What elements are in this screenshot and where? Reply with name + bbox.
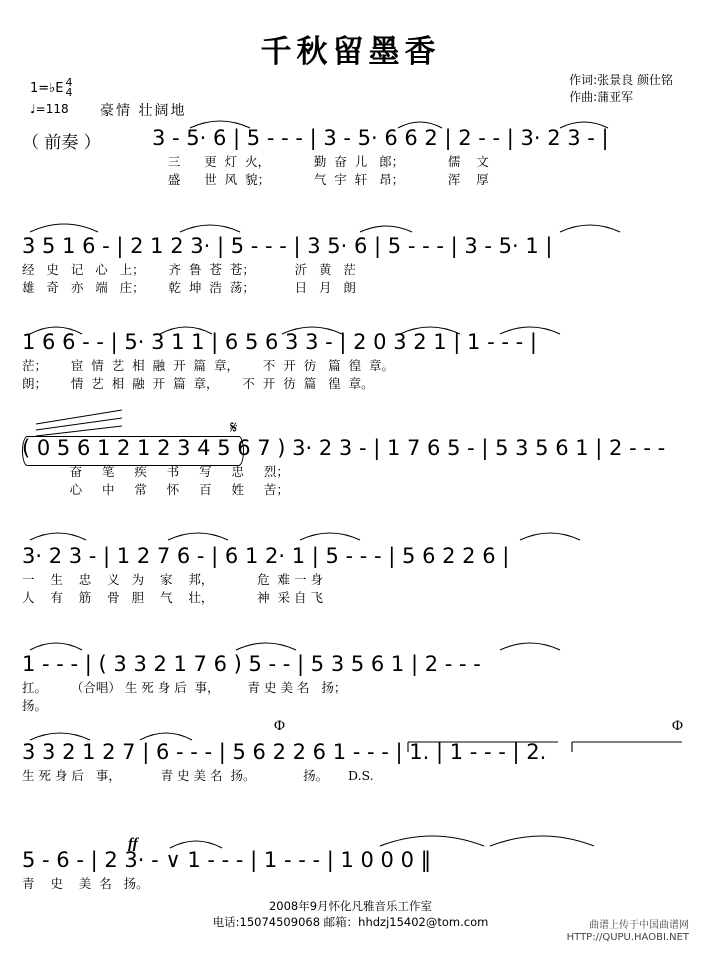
coda-icon: Φ [274, 718, 285, 734]
system-1-lyric-verse1: 三 更 灯 火， 勤 奋 儿 郎； 儒 文 [152, 154, 489, 169]
system-6-notes: 1 - - - | ( 3 3 2 1 7 6 ) 5 - - | 5 3 5 6 1 | 2 - - - [22, 652, 481, 676]
system-2-lyric-verse1: 经 史 记 心 上； 齐 鲁 苍 苍； 沂 黄 茫 [22, 262, 356, 277]
dynamic-ff: ff [128, 836, 138, 852]
coda-icon-end: Φ [672, 718, 683, 734]
lyricist-line: 作词:张景良 颜仕铭 [569, 73, 673, 87]
system-1-lyric-verse2: 盛 世 风 貌； 气 宇 轩 昂； 浑 厚 [152, 172, 489, 187]
key-signature [30, 78, 73, 98]
system-6-lyric-verse2: 扬。 [22, 698, 48, 713]
key-note: ♭E [49, 81, 64, 96]
system-4-lyric-verse2: 心 中 常 怀 百 姓 苦； [22, 482, 289, 497]
system-5-lyric-verse2: 人 有 筋 骨 胆 气 壮， 神 采 自 飞 [22, 590, 323, 605]
footer-line-2: 电话:15074509068 邮箱：hhdzj15402@tom.com [212, 915, 489, 929]
credits [569, 72, 673, 106]
tempo-marking: ♩=118 [30, 102, 69, 116]
composer-line: 作曲:蒲亚军 [569, 90, 634, 104]
intro-phrase-box [22, 436, 244, 466]
site-line-2: HTTP://QUPU.HAOBI.NET [566, 932, 689, 943]
segno-icon: 𝄋 [230, 418, 238, 437]
system-4-notes: ( 0 5 6 1 2 1 2 3 4 5 6 7 ) 3· 2 3 - | 1 7 6 5 - | 5 3 5 6 1 | 2 - - - [22, 436, 666, 460]
footer-line-1: 2008年9月怀化凡雅音乐工作室 [268, 899, 433, 913]
system-2-lyric-verse2: 雄 奇 亦 端 庄； 乾 坤 浩 荡； 日 月 朗 [22, 280, 356, 295]
key-label: 1= [30, 81, 50, 96]
system-8-notes: 5 - 6 - | 2 3· - ∨ 1 - - - | 1 - - - | 1 0 0 0 ‖ [22, 848, 432, 872]
page-title: 千秋留墨香 [260, 34, 441, 70]
system-5-lyric-verse1: 一 生 忠 义 为 家 邦， 危 难 一 身 [22, 572, 323, 587]
system-3-lyric-verse1: 茫； 宦 情 艺 相 融 开 篇 章， 不 开 彷 篇 徨 章。 [22, 358, 395, 373]
system-3-lyric-verse2: 朗； 情 艺 相 融 开 篇 章， 不 开 彷 篇 徨 章。 [22, 376, 374, 391]
meter-top: 4 [65, 76, 73, 89]
mood-marking: 豪情 壮阔地 [100, 103, 187, 119]
system-3-notes: 1 6 6 - - | 5· 3 1 1 | 6 5 6 3 3 - | 2 0 3 2 1 | 1 - - - | [22, 330, 537, 354]
system-7-notes: 3 3 2 1 2 7 | 6 - - - | 5 6 2 2 6 1 - - - | 1. | 1 - - - | 2. [22, 740, 547, 764]
meter-bottom: 4 [65, 86, 73, 99]
system-2-notes: 3 5 1 6 - | 2 1 2 3· | 5 - - - | 3 5· 6 | 5 - - - | 3 - 5· 1 | [22, 234, 553, 258]
system-5-notes: 3· 2 3 - | 1 2 7 6 - | 6 1 2· 1 | 5 - - - | 5 6 2 2 6 | [22, 544, 510, 568]
system-7-lyric-verse1: 生 死 身 后 事， 青 史 美 名 扬。 扬。 D.S. [22, 768, 374, 783]
system-1-notes: 3 - 5· 6 | 5 - - - | 3 - 5· 6 6 2 | 2 - - | 3· 2 3 - | [152, 126, 609, 150]
site-line-1: 曲谱上传于中国曲谱网 [589, 920, 689, 931]
system-4-lyric-verse1: 奋 笔 疾 书 写 忠 烈； [22, 464, 289, 479]
system-6-lyric-verse1: 扛。 （合唱） 生 死 身 后 事， 青 史 美 名 扬； [22, 680, 347, 695]
site-credit [567, 920, 689, 944]
system-8-lyric-verse1: 青 史 美 名 扬。 [22, 876, 149, 891]
intro-label: （ 前奏 ） [22, 133, 101, 153]
time-signature [66, 78, 73, 98]
